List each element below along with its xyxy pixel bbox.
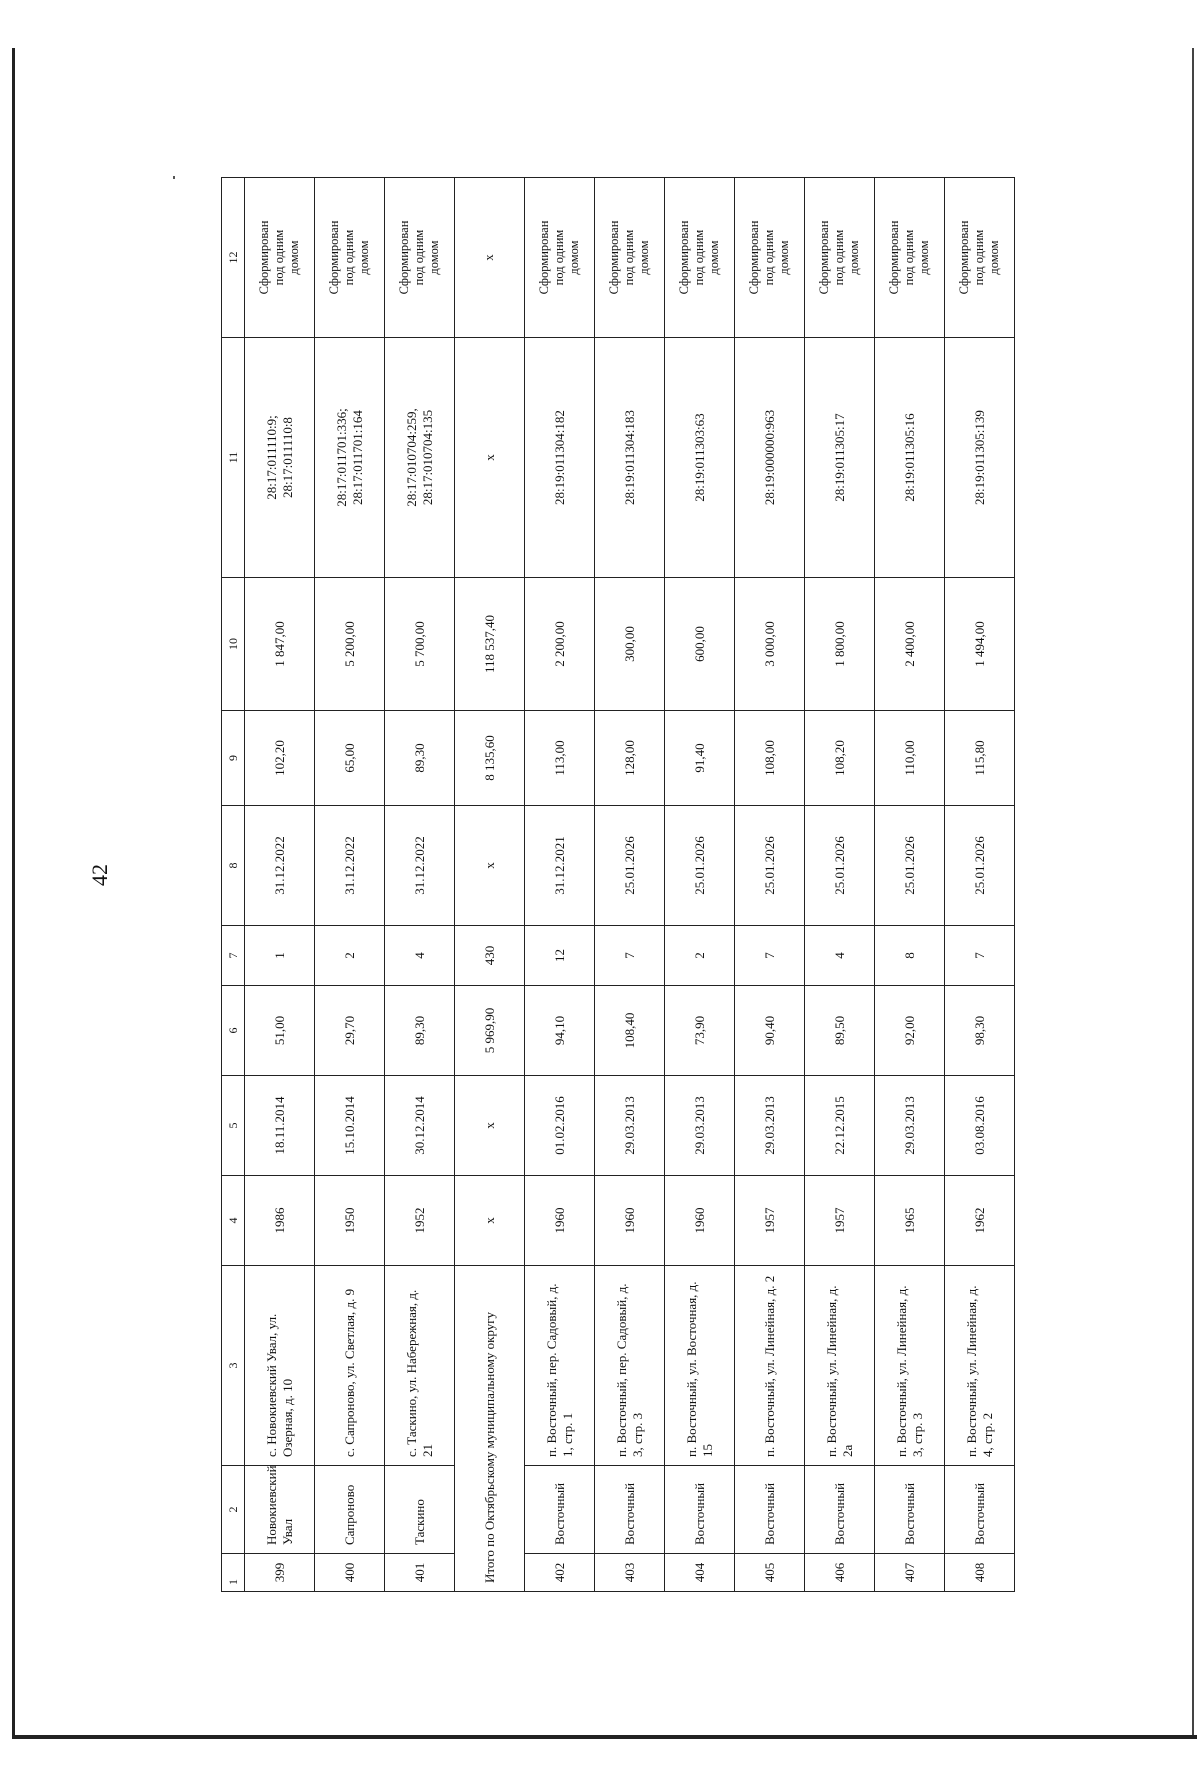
row-number: 400	[315, 1554, 385, 1592]
land-status-line: Сформирован	[887, 220, 901, 295]
planned-date: 25.01.2026	[735, 806, 805, 926]
column-number: 11	[222, 338, 245, 578]
area-value: 51,00	[245, 986, 315, 1076]
row-number: 408	[945, 1554, 1015, 1592]
table-row	[805, 178, 875, 1592]
table-row	[245, 178, 315, 1592]
page-number: 42	[87, 864, 112, 886]
construction-year: х	[455, 1176, 525, 1266]
cadastral-number-line: 28:19:011305:17	[831, 413, 847, 502]
land-area: 3 000,00	[735, 578, 805, 711]
construction-year: 1957	[805, 1176, 875, 1266]
land-area: 118 537,40	[455, 578, 525, 711]
total-area: 108,20	[805, 711, 875, 806]
land-status-line: домом	[287, 240, 301, 275]
land-status-line: под одним	[622, 229, 636, 286]
row-number: 406	[805, 1554, 875, 1592]
construction-year: 1960	[665, 1176, 735, 1266]
land-status-line: под одним	[552, 229, 566, 286]
table-row	[525, 178, 595, 1592]
address: п. Восточный, пер. Садовый, д. 1, стр. 1	[525, 1266, 595, 1466]
land-status-line: под одним	[412, 229, 426, 286]
land-status-line: домом	[917, 240, 931, 275]
table-row	[875, 178, 945, 1592]
planned-date: 31.12.2022	[385, 806, 455, 926]
residents-count: 7	[735, 926, 805, 986]
construction-year: 1950	[315, 1176, 385, 1266]
cadastral-number-line: 28:17:011110:8	[279, 417, 295, 498]
total-area: 110,00	[875, 711, 945, 806]
planned-date: 25.01.2026	[595, 806, 665, 926]
recognition-date: 29.03.2013	[595, 1076, 665, 1176]
cadastral-number-line: 28:17:011701:336;	[333, 408, 349, 507]
land-status-line: под одним	[972, 229, 986, 286]
cadastral-number	[665, 338, 735, 578]
area-value: 94,10	[525, 986, 595, 1076]
land-status-line: Сформирован	[397, 220, 411, 295]
construction-year: 1952	[385, 1176, 455, 1266]
residents-count: 7	[595, 926, 665, 986]
cadastral-number	[525, 338, 595, 578]
row-number: 407	[875, 1554, 945, 1592]
land-status	[665, 178, 735, 338]
construction-year: 1960	[525, 1176, 595, 1266]
land-area: 300,00	[595, 578, 665, 711]
land-status-line: Сформирован	[327, 220, 341, 295]
table-row	[595, 178, 665, 1592]
table-row	[665, 178, 735, 1592]
settlement-name: Восточный	[525, 1466, 595, 1554]
address: п. Восточный, пер. Садовый, д. 3, стр. 3	[595, 1266, 665, 1466]
column-number: 9	[222, 711, 245, 806]
total-area: 8 135,60	[455, 711, 525, 806]
land-status	[875, 178, 945, 338]
settlement-name: Сапроново	[315, 1466, 385, 1554]
recognition-date: 29.03.2013	[665, 1076, 735, 1176]
land-status-line: домом	[637, 240, 651, 275]
settlement-name: Восточный	[595, 1466, 665, 1554]
cadastral-number-line: 28:19:011304:182	[551, 410, 567, 505]
column-number: 12	[222, 178, 245, 338]
column-number: 3	[222, 1266, 245, 1466]
total-area: 113,00	[525, 711, 595, 806]
total-label: Итого по Октябрьскому муниципальному округу	[455, 1266, 525, 1592]
land-status-line: домом	[987, 240, 1001, 275]
settlement-name: Восточный	[665, 1466, 735, 1554]
row-number: 405	[735, 1554, 805, 1592]
land-status-line: под одним	[762, 229, 776, 286]
recognition-date: 29.03.2013	[735, 1076, 805, 1176]
recognition-date: 01.02.2016	[525, 1076, 595, 1176]
table-row	[945, 178, 1015, 1592]
construction-year: 1986	[245, 1176, 315, 1266]
scan-border-bottom	[12, 1735, 1197, 1739]
table-body	[222, 178, 1015, 1592]
column-number: 6	[222, 986, 245, 1076]
settlement-name: Восточный	[945, 1466, 1015, 1554]
cadastral-number-line: 28:19:011305:16	[901, 413, 917, 502]
column-number: 10	[222, 578, 245, 711]
land-area: 1 800,00	[805, 578, 875, 711]
residents-count: 2	[665, 926, 735, 986]
land-status	[805, 178, 875, 338]
residents-count: 1	[245, 926, 315, 986]
table-row	[315, 178, 385, 1592]
area-value: 90,40	[735, 986, 805, 1076]
area-value: 89,50	[805, 986, 875, 1076]
column-number: 8	[222, 806, 245, 926]
land-status-line: домом	[567, 240, 581, 275]
land-area: 5 200,00	[315, 578, 385, 711]
land-status-line: домом	[847, 240, 861, 275]
land-status-line: Сформирован	[257, 220, 271, 295]
address: с. Новокиевский Увал, ул. Озерная, д. 10	[245, 1266, 315, 1466]
cadastral-number-line: 28:19:011305:139	[971, 410, 987, 505]
settlement-name: Восточный	[735, 1466, 805, 1554]
row-number: 403	[595, 1554, 665, 1592]
rotated-page	[221, 178, 1071, 1592]
land-status-line: Сформирован	[747, 220, 761, 295]
land-status-line: Сформирован	[817, 220, 831, 295]
total-area: 108,00	[735, 711, 805, 806]
total-area: 115,80	[945, 711, 1015, 806]
land-status-line: под одним	[342, 229, 356, 286]
residents-count: 2	[315, 926, 385, 986]
planned-date: 25.01.2026	[945, 806, 1015, 926]
land-status	[735, 178, 805, 338]
address: п. Восточный, ул. Линейная, д. 2а	[805, 1266, 875, 1466]
land-status-line: под одним	[902, 229, 916, 286]
address: с. Сапроново, ул. Светлая, д. 9	[315, 1266, 385, 1466]
cadastral-number	[945, 338, 1015, 578]
planned-date: 31.12.2021	[525, 806, 595, 926]
land-area: 5 700,00	[385, 578, 455, 711]
planned-date: 31.12.2022	[245, 806, 315, 926]
cadastral-number-line: 28:17:010704:135	[419, 409, 435, 506]
row-number: 401	[385, 1554, 455, 1592]
column-number: 5	[222, 1076, 245, 1176]
row-number: 402	[525, 1554, 595, 1592]
cadastral-number-line: 28:19:011304:183	[621, 410, 637, 505]
cadastral-number	[595, 338, 665, 578]
land-status	[315, 178, 385, 338]
land-status-line: домом	[777, 240, 791, 275]
land-area: 1 494,00	[945, 578, 1015, 711]
area-value: 89,30	[385, 986, 455, 1076]
address: п. Восточный, ул. Восточная, д. 15	[665, 1266, 735, 1466]
area-value: 108,40	[595, 986, 665, 1076]
settlement-name: Восточный	[875, 1466, 945, 1554]
table-row	[385, 178, 455, 1592]
table-row	[735, 178, 805, 1592]
land-area: 2 400,00	[875, 578, 945, 711]
land-status-line: Сформирован	[677, 220, 691, 295]
residents-count: 8	[875, 926, 945, 986]
recognition-date: х	[455, 1076, 525, 1176]
land-status-line: Сформирован	[607, 220, 621, 295]
column-number: 1	[222, 1554, 245, 1592]
land-area: 2 200,00	[525, 578, 595, 711]
land-status	[945, 178, 1015, 338]
area-value: 5 969,90	[455, 986, 525, 1076]
total-area: 102,20	[245, 711, 315, 806]
land-status-line: х	[482, 254, 496, 261]
land-status	[385, 178, 455, 338]
recognition-date: 29.03.2013	[875, 1076, 945, 1176]
settlement-name: Восточный	[805, 1466, 875, 1554]
area-value: 29,70	[315, 986, 385, 1076]
planned-date: 31.12.2022	[315, 806, 385, 926]
cadastral-number-line: 28:17:011110:9;	[263, 415, 279, 500]
land-status-line: под одним	[692, 229, 706, 286]
construction-year: 1957	[735, 1176, 805, 1266]
cadastral-number-line: 28:19:011303:63	[691, 413, 707, 502]
total-area: 91,40	[665, 711, 735, 806]
column-number-row	[222, 178, 245, 1592]
planned-date: х	[455, 806, 525, 926]
cadastral-number-line: 28:17:011701:164	[349, 410, 365, 505]
registry-table	[221, 177, 1015, 1592]
land-area: 600,00	[665, 578, 735, 711]
land-status	[525, 178, 595, 338]
recognition-date: 03.08.2016	[945, 1076, 1015, 1176]
recognition-date: 30.12.2014	[385, 1076, 455, 1176]
residents-count: 430	[455, 926, 525, 986]
planned-date: 25.01.2026	[665, 806, 735, 926]
cadastral-number	[805, 338, 875, 578]
residents-count: 4	[805, 926, 875, 986]
column-number: 4	[222, 1176, 245, 1266]
address: п. Восточный, ул. Линейная, д. 3, стр. 3	[875, 1266, 945, 1466]
land-status-line: домом	[427, 240, 441, 275]
land-status-line: Сформирован	[537, 220, 551, 295]
recognition-date: 22.12.2015	[805, 1076, 875, 1176]
total-area: 128,00	[595, 711, 665, 806]
planned-date: 25.01.2026	[805, 806, 875, 926]
land-status-line: под одним	[832, 229, 846, 286]
scan-border-left	[12, 48, 15, 1738]
cadastral-number-line: 28:19:000000:963	[761, 409, 777, 506]
settlement-name: Таскино	[385, 1466, 455, 1554]
column-number: 7	[222, 926, 245, 986]
land-status	[595, 178, 665, 338]
construction-year: 1960	[595, 1176, 665, 1266]
cadastral-number	[875, 338, 945, 578]
cadastral-number-line: 28:17:010704:259,	[403, 408, 419, 507]
residents-count: 7	[945, 926, 1015, 986]
total-area: 89,30	[385, 711, 455, 806]
area-value: 98,30	[945, 986, 1015, 1076]
scan-border-right	[1192, 48, 1194, 1738]
construction-year: 1965	[875, 1176, 945, 1266]
area-value: 73,90	[665, 986, 735, 1076]
address: с. Таскино, ул. Набережная, д. 21	[385, 1266, 455, 1466]
address: п. Восточный, ул. Линейная, д. 4, стр. 2	[945, 1266, 1015, 1466]
land-area: 1 847,00	[245, 578, 315, 711]
land-status-line: домом	[357, 240, 371, 275]
cadastral-number	[735, 338, 805, 578]
cadastral-number	[315, 338, 385, 578]
land-status-line: под одним	[272, 229, 286, 286]
column-number: 2	[222, 1466, 245, 1554]
row-number: 404	[665, 1554, 735, 1592]
total-area: 65,00	[315, 711, 385, 806]
construction-year: 1962	[945, 1176, 1015, 1266]
cadastral-number	[385, 338, 455, 578]
land-status-line: домом	[707, 240, 721, 275]
cadastral-number	[245, 338, 315, 578]
cadastral-number-line: х	[481, 454, 497, 461]
settlement-name: Новокиевский Увал	[245, 1466, 315, 1554]
area-value: 92,00	[875, 986, 945, 1076]
address: п. Восточный, ул. Линейная, д. 2	[735, 1266, 805, 1466]
residents-count: 4	[385, 926, 455, 986]
row-number: 399	[245, 1554, 315, 1592]
land-status-line: Сформирован	[957, 220, 971, 295]
scan-speck	[173, 176, 175, 179]
residents-count: 12	[525, 926, 595, 986]
total-row	[455, 178, 525, 1592]
land-status	[245, 178, 315, 338]
recognition-date: 18.11.2014	[245, 1076, 315, 1176]
land-status	[455, 178, 525, 338]
cadastral-number	[455, 338, 525, 578]
planned-date: 25.01.2026	[875, 806, 945, 926]
recognition-date: 15.10.2014	[315, 1076, 385, 1176]
